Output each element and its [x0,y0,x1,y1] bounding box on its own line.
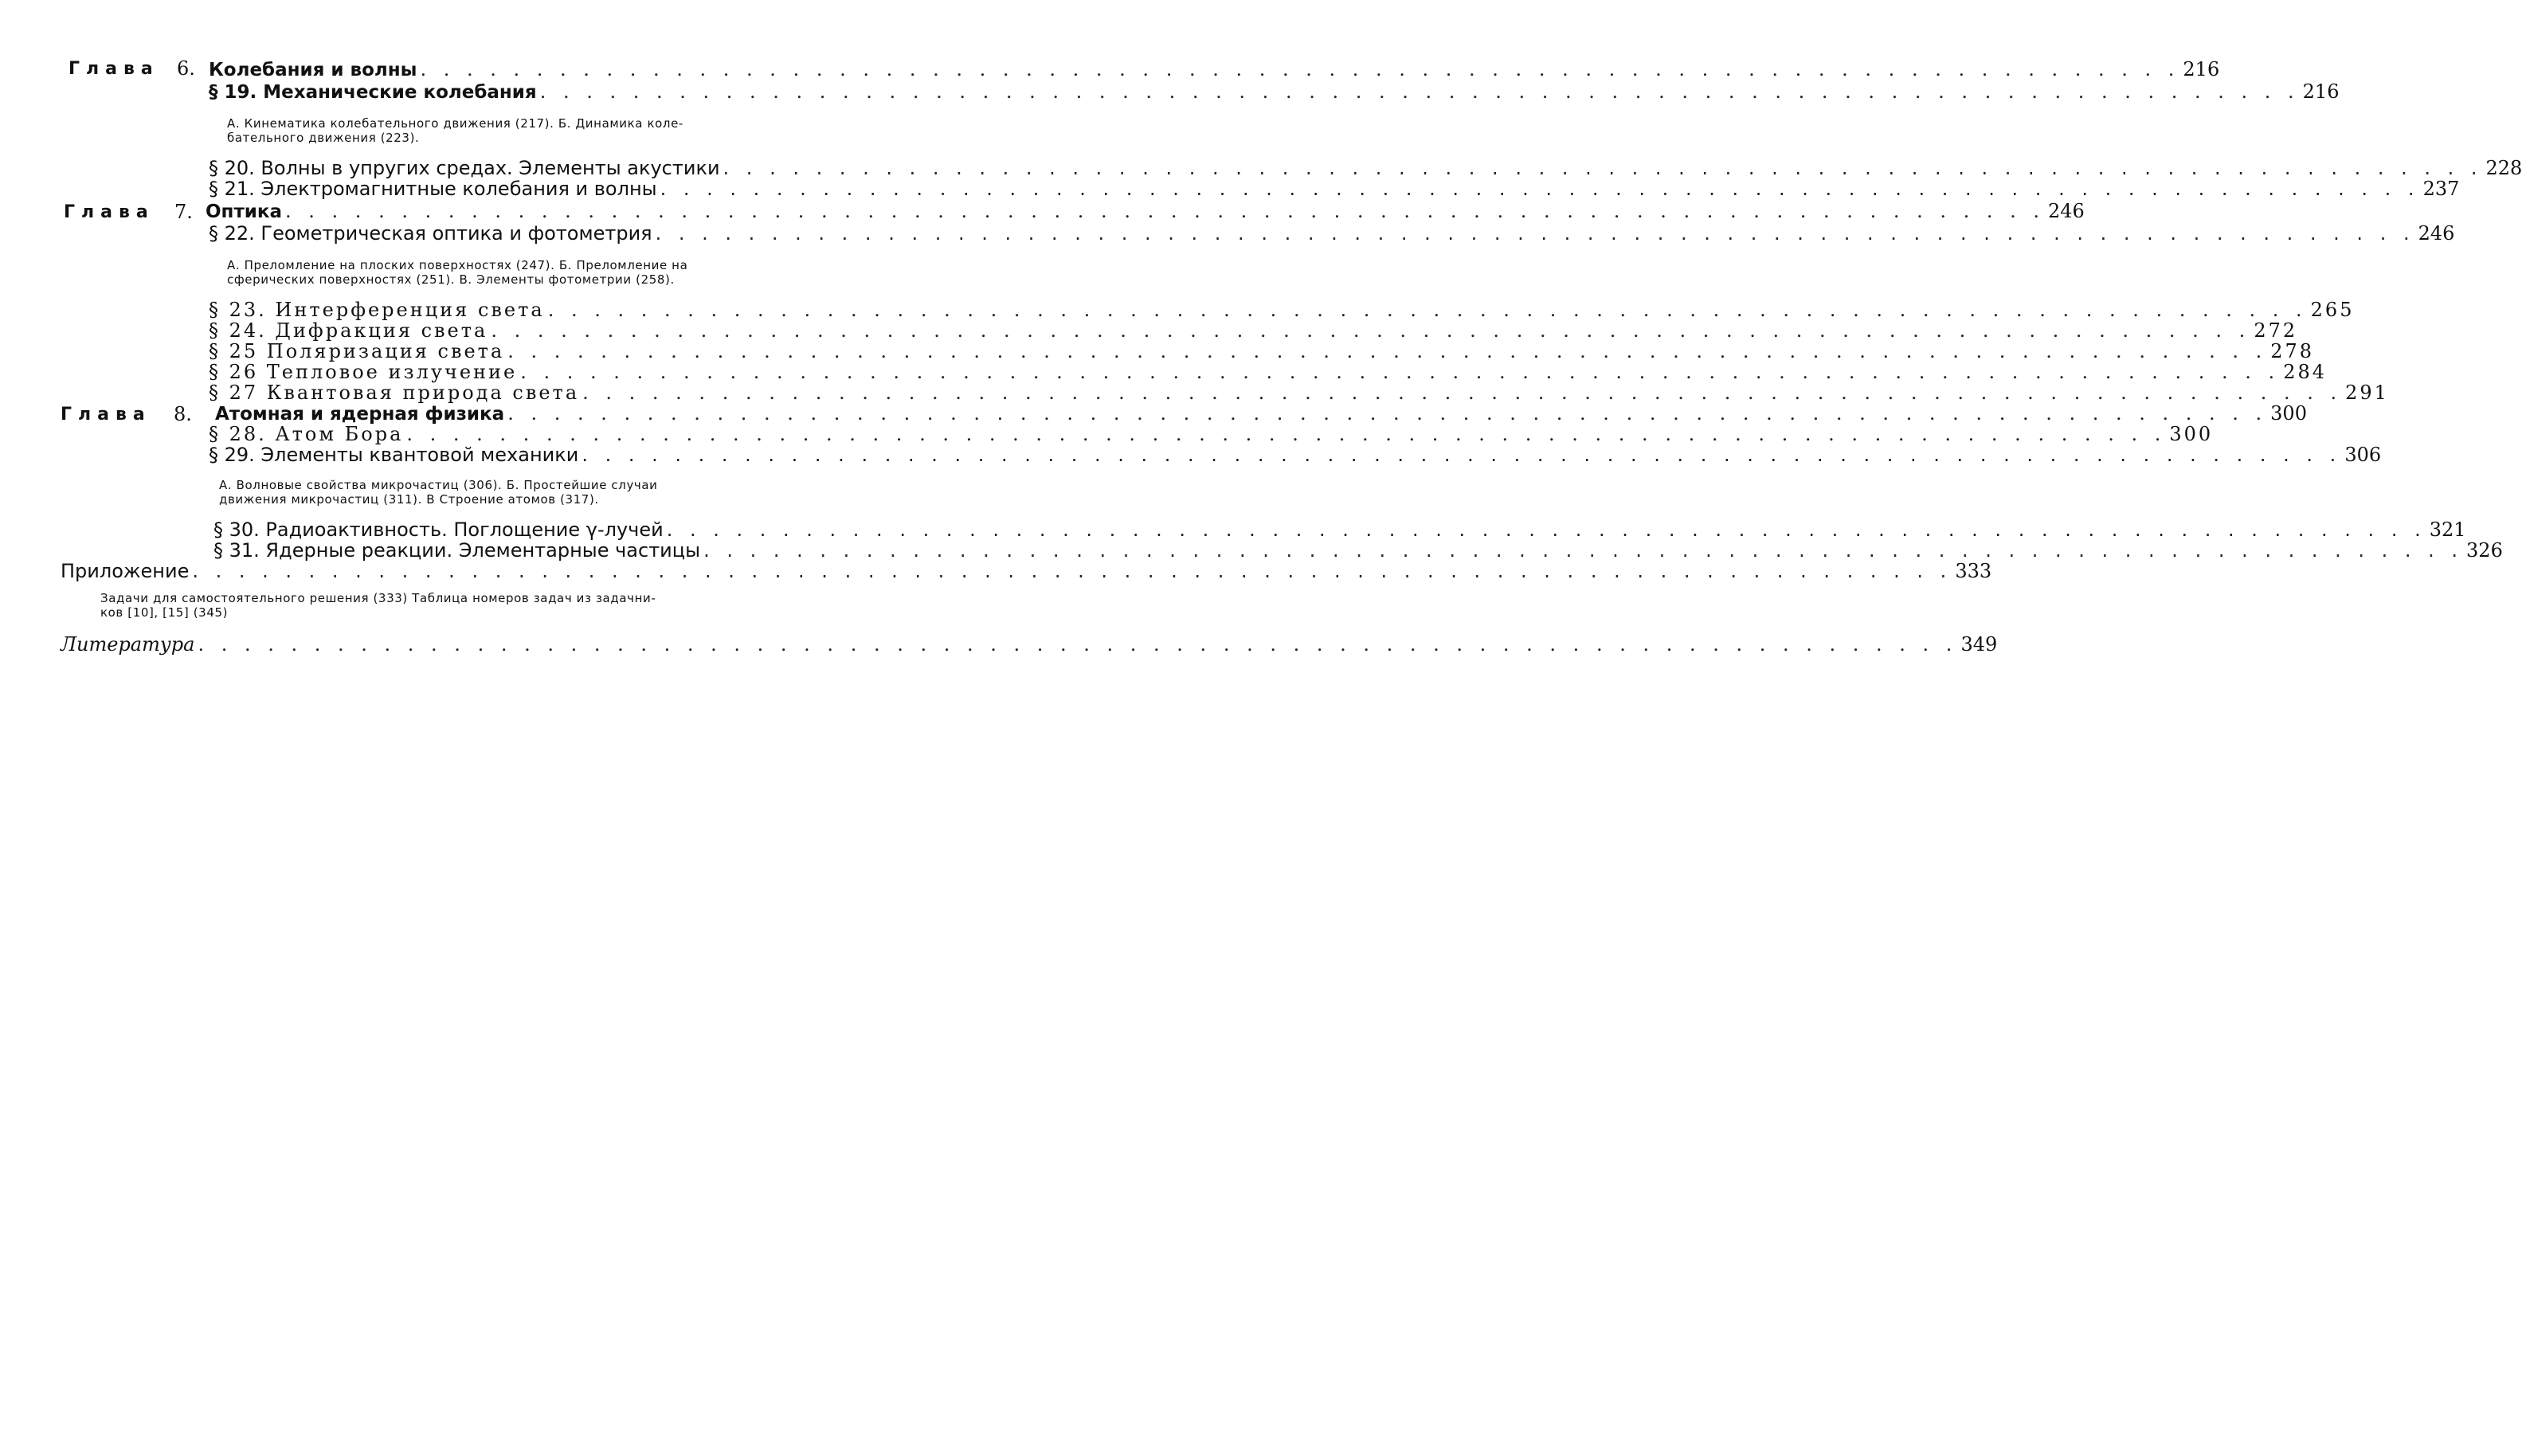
toc-entry-literature[interactable] [61,633,1998,656]
chapter-6-title: Колебания и волны [209,60,417,80]
chapter-7-number: 7. [174,201,193,223]
dot-leader: . . . . . . . . . . . . . . . . . . . . . . . . . . . . . . . . . . . . . . . . . . . . . . . . . . . . . . . . . . . . . . . . . . . . . . . . . . . . [703,539,2464,562]
toc-entry-section-21[interactable] [209,178,2460,200]
section-22-page: 246 [2418,222,2455,245]
chapter-6-number: 6. [177,57,195,80]
appendix-label: Приложение [61,560,190,582]
dot-leader: . . . . . . . . . . . . . . . . . . . . . . . . . . . . . . . . . . . . . . . . . . . . . . . . . . . . . . . . . . . . . . . . . . . . . . . . . . . . [192,560,1952,582]
section-20-label: § 20. Волны в упругих средах. Элементы акустики [209,157,720,179]
dot-leader: . . . . . . . . . . . . . . . . . . . . . . . . . . . . . . . . . . . . . . . . . . . . . . . . . . . . . . . . . . . . . . . . . . . . . . . . . . . . [539,80,2300,103]
chapter-8-word: Глава [61,405,151,425]
section-25-label: § 25 Поляризация света [209,340,505,362]
dot-leader: . . . . . . . . . . . . . . . . . . . . . . . . . . . . . . . . . . . . . . . . . . . . . . . . . . . . . . . . . . . . . . . . . . . . . . . . . . . . [406,423,2167,445]
section-23-label: § 23. Интерференция света [209,299,545,321]
section-31-page: 326 [2466,539,2503,562]
dot-leader: . . . . . . . . . . . . . . . . . . . . . . . . . . . . . . . . . . . . . . . . . . . . . . . . . . . . . . . . . . . . . . . . . . . . . . . . . . . . [198,633,1958,656]
subsection-note-19 [227,116,828,145]
section-21-label: § 21. Электромагнитные колебания и волны [209,178,657,200]
section-28-page: 300 [2169,423,2214,445]
toc-entry-section-20[interactable] [209,157,2522,179]
toc-entry-section-26[interactable] [209,361,2327,383]
dot-leader: . . . . . . . . . . . . . . . . . . . . . . . . . . . . . . . . . . . . . . . . . . . . . . . . . . . . . . . . . . . . . . . . . . . . . . . . . . . . [491,319,2251,342]
literature-label: Литература [61,633,195,656]
section-28-label: § 28. Атом Бора [209,423,404,445]
dot-leader: . . . . . . . . . . . . . . . . . . . . . . . . . . . . . . . . . . . . . . . . . . . . . . . . . . . . . . . . . . . . . . . . . . . . . . . . . . . . [420,58,2180,80]
dot-leader: . . . . . . . . . . . . . . . . . . . . . . . . . . . . . . . . . . . . . . . . . . . . . . . . . . . . . . . . . . . . . . . . . . . . . . . . . . . . [723,157,2483,179]
chapter-7-title: Оптика [206,202,283,222]
section-27-label: § 27 Квантовая природа света [209,382,580,404]
chapter-6-page: 216 [2183,58,2220,80]
appendix-note [100,591,836,620]
chapter-8-number: 8. [174,403,192,425]
subsection-note-line: А. Кинематика колебательного движения (217). Б. Динамика коле- [227,116,683,131]
appendix-page: 333 [1955,560,1992,582]
dot-leader: . . . . . . . . . . . . . . . . . . . . . . . . . . . . . . . . . . . . . . . . . . . . . . . . . . . . . . . . . . . . . . . . . . . . . . . . . . . . [655,222,2415,245]
subsection-note-22 [227,258,828,287]
dot-leader: . . . . . . . . . . . . . . . . . . . . . . . . . . . . . . . . . . . . . . . . . . . . . . . . . . . . . . . . . . . . . . . . . . . . . . . . . . . . [285,200,2045,222]
section-26-label: § 26 Тепловое излучение [209,361,518,383]
section-22-label: § 22. Геометрическая оптика и фотометрия [209,222,652,245]
toc-entry-section-31[interactable] [213,539,2503,562]
chapter-7-page: 246 [2048,200,2085,222]
appendix-note-line: ков [10], [15] (345) [100,605,229,620]
toc-entry-section-30[interactable] [213,519,2466,541]
dot-leader: . . . . . . . . . . . . . . . . . . . . . . . . . . . . . . . . . . . . . . . . . . . . . . . . . . . . . . . . . . . . . . . . . . . . . . . . . . . . [582,444,2342,466]
section-30-page: 321 [2429,519,2466,541]
subsection-note-line: сферических поверхностях (251). В. Элементы фотометрии (258). [227,272,675,287]
subsection-note-29 [219,478,832,507]
dot-leader: . . . . . . . . . . . . . . . . . . . . . . . . . . . . . . . . . . . . . . . . . . . . . . . . . . . . . . . . . . . . . . . . . . . . . . . . . . . . [666,519,2426,541]
toc-entry-section-23[interactable] [209,299,2355,321]
dot-leader: . . . . . . . . . . . . . . . . . . . . . . . . . . . . . . . . . . . . . . . . . . . . . . . . . . . . . . . . . . . . . . . . . . . . . . . . . . . . [547,299,2308,321]
section-23-page: 265 [2310,299,2355,321]
toc-entry-section-22[interactable] [209,222,2455,245]
section-25-page: 278 [2270,340,2315,362]
toc-entry-section-24[interactable] [209,319,2298,342]
dot-leader: . . . . . . . . . . . . . . . . . . . . . . . . . . . . . . . . . . . . . . . . . . . . . . . . . . . . . . . . . . . . . . . . . . . . . . . . . . . . [507,402,2268,425]
section-19-page: 216 [2302,80,2340,103]
dot-leader: . . . . . . . . . . . . . . . . . . . . . . . . . . . . . . . . . . . . . . . . . . . . . . . . . . . . . . . . . . . . . . . . . . . . . . . . . . . . [582,382,2343,404]
toc-entry-chapter-6[interactable] [209,58,2220,80]
section-19-label: § 19. Механические колебания [209,82,537,103]
section-30-label: § 30. Радиоактивность. Поглощение γ-лучей [213,519,664,541]
toc-entry-section-29[interactable] [209,444,2382,466]
subsection-note-line: бательного движения (223). [227,131,420,145]
dot-leader: . . . . . . . . . . . . . . . . . . . . . . . . . . . . . . . . . . . . . . . . . . . . . . . . . . . . . . . . . . . . . . . . . . . . . . . . . . . . [507,340,2268,362]
toc-entry-section-25[interactable] [209,340,2315,362]
subsection-note-line: А. Преломление на плоских поверхностях (247). Б. Преломление на [227,258,688,272]
section-29-page: 306 [2344,444,2382,466]
chapter-6-word: Глава [69,59,159,79]
section-31-label: § 31. Ядерные реакции. Элементарные частицы [213,539,701,562]
toc-entry-appendix[interactable] [61,560,1992,582]
dot-leader: . . . . . . . . . . . . . . . . . . . . . . . . . . . . . . . . . . . . . . . . . . . . . . . . . . . . . . . . . . . . . . . . . . . . . . . . . . . . [660,178,2420,200]
literature-page: 349 [1960,633,1998,656]
section-26-page: 284 [2283,361,2327,383]
dot-leader: . . . . . . . . . . . . . . . . . . . . . . . . . . . . . . . . . . . . . . . . . . . . . . . . . . . . . . . . . . . . . . . . . . . . . . . . . . . . [520,361,2281,383]
section-24-page: 272 [2254,319,2298,342]
section-20-page: 228 [2485,157,2522,179]
section-29-label: § 29. Элементы квантовой механики [209,444,579,466]
section-24-label: § 24. Дифракция света [209,319,488,342]
section-27-page: 291 [2345,382,2389,404]
section-21-page: 237 [2422,178,2460,200]
toc-entry-section-19[interactable] [209,80,2340,103]
chapter-7-word: Глава [64,202,155,222]
subsection-note-line: движения микрочастиц (311). В Строение атомов (317). [219,492,599,507]
chapter-8-page: 300 [2270,402,2307,425]
toc-entry-section-27[interactable] [209,382,2389,404]
toc-entry-chapter-7[interactable] [206,200,2085,222]
toc-entry-chapter-8[interactable] [215,402,2307,425]
appendix-note-line: Задачи для самостоятельного решения (333) Таблица номеров задач из задачни- [100,591,656,605]
chapter-8-title: Атомная и ядерная физика [215,404,505,425]
toc-entry-section-28[interactable] [209,423,2214,445]
subsection-note-line: А. Волновые свойства микрочастиц (306). Б. Простейшие случаи [219,478,658,492]
